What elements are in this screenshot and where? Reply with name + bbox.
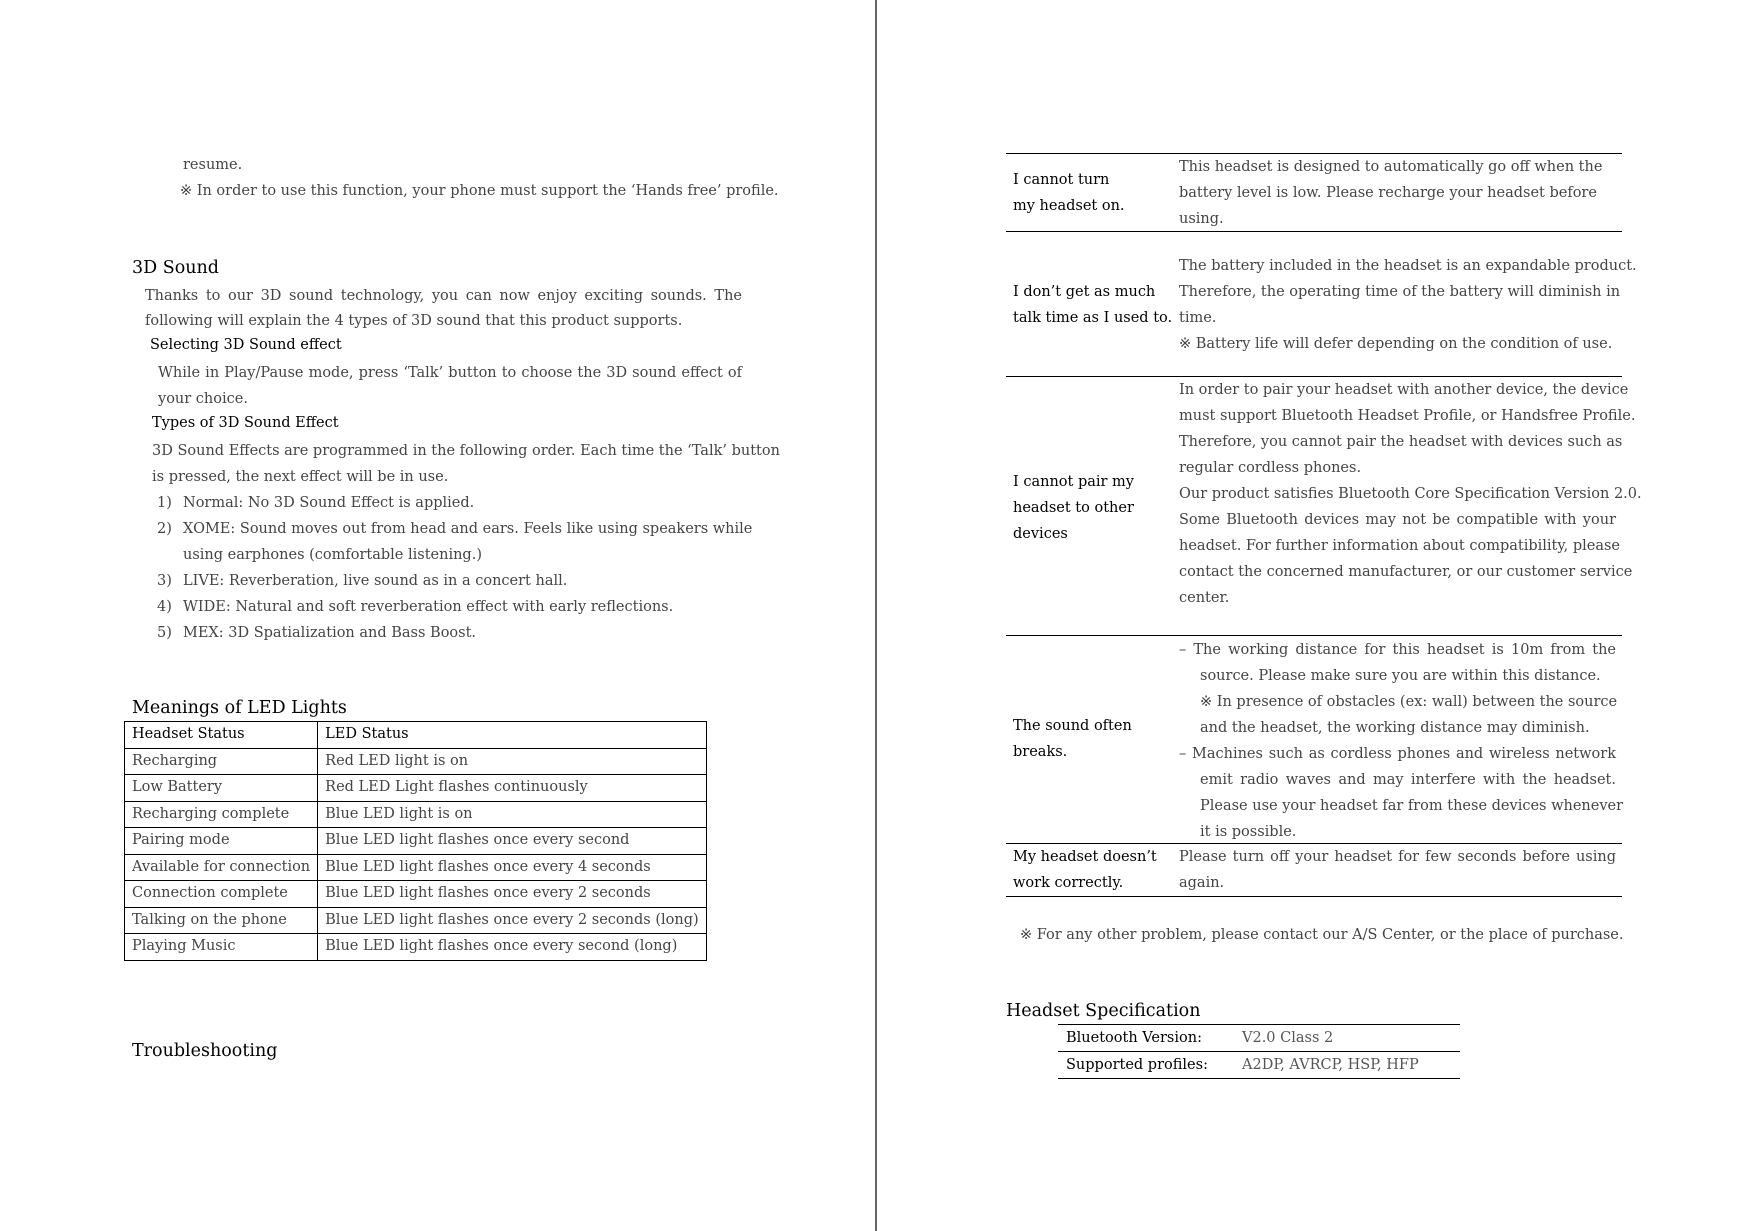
trouble-text <box>1179 637 1624 845</box>
spec-label: Supported profiles: <box>1066 1057 1208 1073</box>
table-cell: Blue LED light flashes once every 2 seconds <box>318 881 706 908</box>
list-item-number: 3) <box>157 573 172 589</box>
table-row <box>125 934 707 961</box>
trouble-text-line: center. <box>1179 590 1230 606</box>
table-row <box>125 854 707 881</box>
trouble-text-line: Therefore, the operating time of the battery will diminish in <box>1179 284 1621 300</box>
list-item-text: MEX: 3D Spatialization and Bass Boost. <box>183 625 477 641</box>
trouble-text-line: Therefore, you cannot pair the headset with devices such as <box>1179 434 1623 450</box>
trouble-row <box>1006 376 1642 636</box>
subheading-selecting-3d: Selecting 3D Sound effect <box>150 337 342 353</box>
trouble-text-line: – The working distance for this headset is 10m from the <box>1179 642 1616 658</box>
resume-text: resume. <box>183 157 243 173</box>
trouble-text <box>1179 154 1616 232</box>
trouble-text-line: headset. For further information about compatibility, please <box>1179 538 1621 554</box>
trouble-text-line: must support Bluetooth Headset Profile, or Handsfree Profile. <box>1179 408 1636 424</box>
table-cell: Talking on the phone <box>125 907 318 934</box>
subheading-types-3d: Types of 3D Sound Effect <box>152 415 339 431</box>
trouble-label: talk time as I used to. <box>1013 310 1173 326</box>
section-title-spec: Headset Specification <box>1006 1001 1201 1021</box>
trouble-text-line: The battery included in the headset is an expandable product. <box>1179 258 1637 274</box>
trouble-label: The sound often <box>1013 718 1132 734</box>
trouble-text-line: ※ In presence of obstacles (ex: wall) between the source <box>1200 694 1618 710</box>
table-cell: Playing Music <box>125 934 318 961</box>
list-item-text: Normal: No 3D Sound Effect is applied. <box>183 495 475 511</box>
table-row <box>125 828 707 855</box>
table-cell: Blue LED light flashes once every second (long) <box>318 934 706 961</box>
selecting-text-line-1: While in Play/Pause mode, press ‘Talk’ button to choose the 3D sound effect of <box>158 365 742 381</box>
trouble-label: I cannot turn <box>1013 172 1110 188</box>
spec-label: Bluetooth Version: <box>1066 1030 1202 1046</box>
table-cell: Red LED Light flashes continuously <box>318 775 706 802</box>
trouble-text-line: Our product satisfies Bluetooth Core Specification Version 2.0. <box>1179 486 1642 502</box>
trouble-row <box>1006 153 1622 232</box>
trouble-text-line: Some Bluetooth devices may not be compatible with your <box>1179 512 1616 528</box>
table-cell: Recharging <box>125 748 318 775</box>
table-cell: Blue LED light flashes once every 2 seconds (long) <box>318 907 706 934</box>
trouble-text-line: emit radio waves and may interfere with the headset. <box>1200 772 1616 788</box>
table-cell: Blue LED light is on <box>318 801 706 828</box>
trouble-text-line: Please use your headset far from these devices whenever <box>1200 798 1624 814</box>
trouble-text-line: This headset is designed to automatically go off when the <box>1179 159 1603 175</box>
trouble-label: I don’t get as much <box>1013 284 1156 300</box>
trouble-label: devices <box>1013 526 1068 542</box>
section-title-troubleshooting: Troubleshooting <box>132 1041 278 1061</box>
list-item-number: 4) <box>157 599 172 615</box>
table-cell: Connection complete <box>125 881 318 908</box>
trouble-text-line: using. <box>1179 211 1224 227</box>
trouble-label: My headset doesn’t <box>1013 849 1157 865</box>
table-row <box>125 775 707 802</box>
trouble-text-line: In order to pair your headset with another device, the device <box>1179 382 1629 398</box>
trouble-label: work correctly. <box>1013 875 1124 891</box>
3d-sound-intro-line-2: following will explain the 4 types of 3D sound that this product supports. <box>145 313 683 329</box>
spec-value: A2DP, AVRCP, HSP, HFP <box>1242 1057 1419 1073</box>
table-cell: Recharging complete <box>125 801 318 828</box>
trouble-text-line: source. Please make sure you are within this distance. <box>1200 668 1601 684</box>
section-title-led: Meanings of LED Lights <box>132 698 347 718</box>
trouble-text <box>1179 253 1637 357</box>
header-cell-led-status: LED Status <box>318 722 706 749</box>
types-text-line-1: 3D Sound Effects are programmed in the following order. Each time the ‘Talk’ button <box>152 443 780 459</box>
trouble-text-line: it is possible. <box>1200 824 1297 840</box>
section-title-3d-sound: 3D Sound <box>132 258 219 278</box>
table-cell: Blue LED light flashes once every second <box>318 828 706 855</box>
trouble-label: breaks. <box>1013 744 1068 760</box>
list-item-text: WIDE: Natural and soft reverberation effect with early reflections. <box>183 599 674 615</box>
list-item-number: 1) <box>157 495 172 511</box>
table-row <box>125 881 707 908</box>
table-row <box>125 748 707 775</box>
list-item-number: 2) <box>157 521 172 537</box>
trouble-text <box>1179 377 1642 611</box>
table-cell: Pairing mode <box>125 828 318 855</box>
trouble-label: I cannot pair my <box>1013 474 1134 490</box>
trouble-label: headset to other <box>1013 500 1134 516</box>
led-table <box>124 721 707 961</box>
table-cell: Red LED light is on <box>318 748 706 775</box>
spec-rule <box>1058 1078 1460 1079</box>
trouble-row <box>1006 231 1637 377</box>
trouble-text-line: ※ Battery life will defer depending on the condition of use. <box>1179 336 1613 352</box>
spec-value: V2.0 Class 2 <box>1242 1030 1334 1046</box>
trouble-text-line: battery level is low. Please recharge your headset before <box>1179 185 1597 201</box>
table-row <box>125 801 707 828</box>
selecting-text-line-2: your choice. <box>158 391 248 407</box>
trouble-text <box>1179 844 1616 896</box>
types-text-line-2: is pressed, the next effect will be in use. <box>152 469 449 485</box>
list-item-continuation: using earphones (comfortable listening.) <box>183 547 482 563</box>
table-row <box>125 907 707 934</box>
list-item-text: XOME: Sound moves out from head and ears. Feels like using speakers while <box>183 521 753 537</box>
header-cell-headset-status: Headset Status <box>125 722 318 749</box>
list-item-number: 5) <box>157 625 172 641</box>
trouble-text-line: and the headset, the working distance may diminish. <box>1200 720 1590 736</box>
trouble-label: my headset on. <box>1013 198 1125 214</box>
trouble-text-line: contact the concerned manufacturer, or our customer service <box>1179 564 1633 580</box>
trouble-text-line: time. <box>1179 310 1217 326</box>
trouble-row <box>1006 843 1622 897</box>
handsfree-note: ※ In order to use this function, your phone must support the ‘Hands free’ profile. <box>180 183 779 199</box>
table-cell: Low Battery <box>125 775 318 802</box>
3d-sound-intro-line-1: Thanks to our 3D sound technology, you can now enjoy exciting sounds. The <box>145 288 742 304</box>
list-item-text: LIVE: Reverberation, live sound as in a concert hall. <box>183 573 568 589</box>
contact-note: ※ For any other problem, please contact our A/S Center, or the place of purchase. <box>1020 927 1624 943</box>
page-divider <box>875 0 877 1231</box>
trouble-row <box>1006 635 1622 844</box>
table-header-row <box>125 722 707 749</box>
trouble-text-line: again. <box>1179 875 1225 891</box>
table-cell: Available for connection <box>125 854 318 881</box>
trouble-text-line: regular cordless phones. <box>1179 460 1362 476</box>
trouble-text-line: Please turn off your headset for few seconds before using <box>1179 849 1616 865</box>
trouble-text-line: – Machines such as cordless phones and wireless network <box>1179 746 1616 762</box>
table-cell: Blue LED light flashes once every 4 seconds <box>318 854 706 881</box>
